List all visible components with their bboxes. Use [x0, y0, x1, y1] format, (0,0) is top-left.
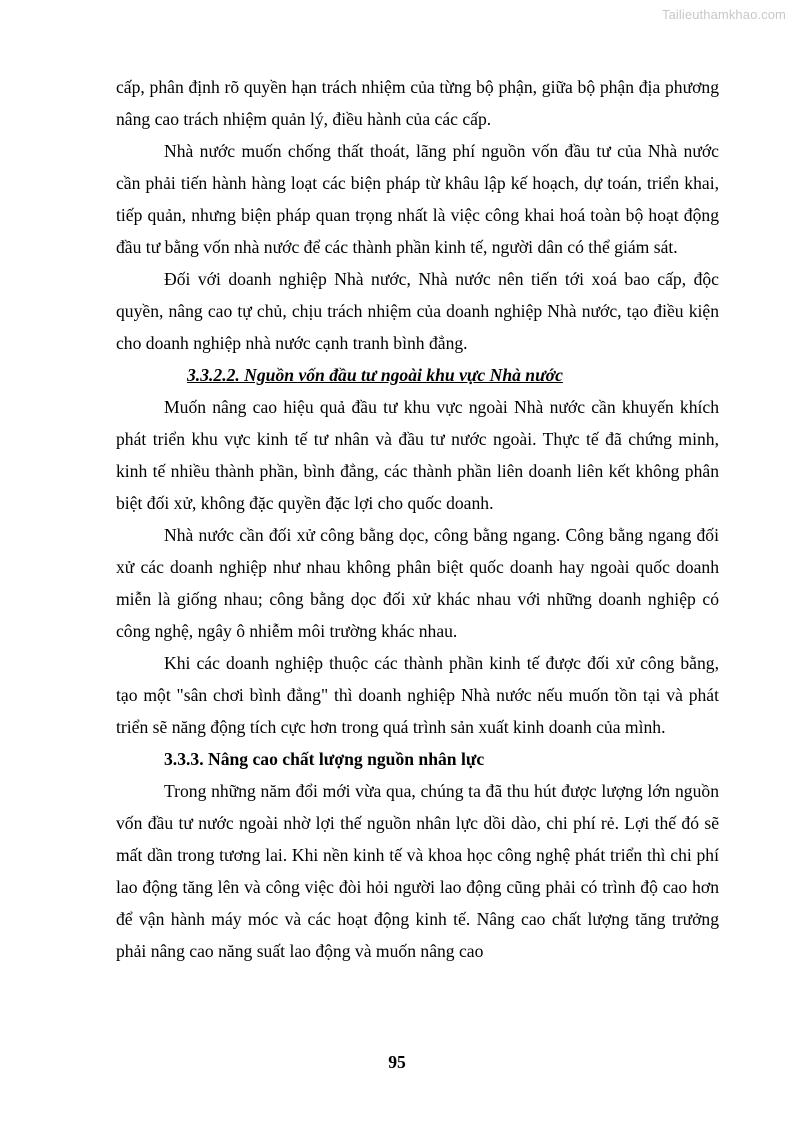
watermark-text: Tailieuthamkhao.com — [661, 7, 786, 22]
section-heading: 3.3.3. Nâng cao chất lượng nguồn nhân lực — [164, 749, 485, 769]
subsection-heading: 3.3.2.2. Nguồn vốn đầu tư ngoài khu vực Nhà nước — [187, 365, 563, 385]
paragraph-level-playing-field: Khi các doanh nghiệp thuộc các thành phần kinh tế được đối xử công bằng, tạo một "sân chơi bình đẳng" thì doanh nghiệp Nhà nước nếu muốn tồn tại và phát triển sẽ năng động tích cực hơn trong quá trình sản xuất kinh doanh của mình. — [116, 653, 719, 737]
page-number: 95 — [388, 1052, 406, 1072]
paragraph-human-resources: Trong những năm đổi mới vừa qua, chúng ta đã thu hút được lượng lớn nguồn vốn đầu tư nước ngoài nhờ lợi thế nguồn nhân lực dồi dào, chi phí rẻ. Lợi thế đó sẽ mất dần trong tương lai. Khi nền kinh tế và khoa học công nghệ phát triển thì chi phí lao động tăng lên và công việc đòi hỏi người lao động cũng phải có trình độ cao hơn để vận hành máy móc và các hoạt động kinh tế. Nâng cao chất lượng tăng trưởng phải nâng cao năng suất lao động và muốn nâng cao — [116, 781, 719, 961]
document-body — [116, 71, 719, 967]
paragraph-fair-treatment: Nhà nước cần đối xử công bằng dọc, công bằng ngang. Công bằng ngang đối xử các doanh nghiệp như nhau không phân biệt quốc doanh hay ngoài quốc doanh miễn là giống nhau; công bằng dọc đối xử khác nhau với những doanh nghiệp có công nghệ, ngây ô nhiễm môi trường khác nhau. — [116, 525, 719, 641]
paragraph-anti-waste: Nhà nước muốn chống thất thoát, lãng phí nguồn vốn đầu tư của Nhà nước cần phải tiến hành hàng loạt các biện pháp từ khâu lập kế hoạch, dự toán, triển khai, tiếp quản, nhưng biện pháp quan trọng nhất là việc công khai hoá toàn bộ hoạt động đầu tư bằng vốn nhà nước để các thành phần kinh tế, người dân có thể giám sát. — [116, 141, 719, 257]
paragraph-state-enterprises: Đối với doanh nghiệp Nhà nước, Nhà nước nên tiến tới xoá bao cấp, độc quyền, nâng cao tự chủ, chịu trách nhiệm của doanh nghiệp Nhà nước, tạo điều kiện cho doanh nghiệp nhà nước cạnh tranh bình đẳng. — [116, 269, 719, 353]
paragraph-private-investment: Muốn nâng cao hiệu quả đầu tư khu vực ngoài Nhà nước cần khuyến khích phát triển khu vực kinh tế tư nhân và đầu tư nước ngoài. Thực tế đã chứng minh, kinh tế nhiều thành phần, bình đẳng, các thành phần liên doanh liên kết không phân biệt đối xử, không đặc quyền đặc lợi cho quốc doanh. — [116, 397, 719, 513]
paragraph-continuation: cấp, phân định rõ quyền hạn trách nhiệm của từng bộ phận, giữa bộ phận địa phương nâng cao trách nhiệm quản lý, điều hành của các cấp. — [116, 77, 719, 129]
